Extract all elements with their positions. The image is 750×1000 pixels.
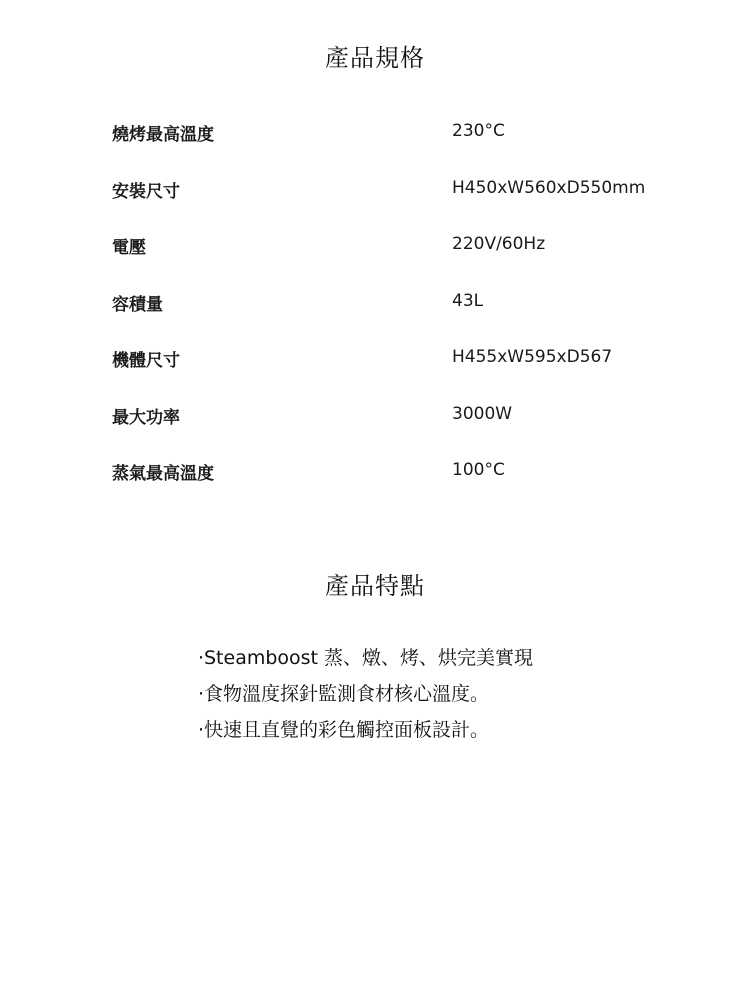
spec-value: 230°C (452, 121, 505, 141)
spec-section-title: 產品規格 (325, 44, 425, 72)
bullet-dot: · (198, 647, 205, 669)
spec-value: 3000W (452, 403, 513, 424)
spec-table (112, 120, 672, 516)
spec-row (112, 233, 672, 290)
spec-row (112, 290, 672, 347)
feature-item (198, 676, 698, 712)
spec-row (112, 346, 672, 403)
spec-value: 100°C (452, 460, 505, 480)
spec-row (112, 120, 672, 177)
feature-list (198, 640, 698, 748)
spec-label: 最大功率 (112, 407, 180, 428)
feature-text: 食物溫度探針監測食材核心溫度。 (204, 683, 490, 705)
spec-label: 安裝尺寸 (112, 181, 180, 202)
spec-row (112, 403, 672, 460)
feature-text: Steamboost 蒸、燉、烤、烘完美實現 (204, 647, 534, 669)
feature-text: 快速且直覺的彩色觸控面板設計。 (204, 719, 490, 741)
spec-label: 容積量 (112, 294, 163, 315)
features-section-title: 產品特點 (325, 572, 425, 600)
spec-value: 220V/60Hz (452, 234, 546, 254)
spec-label: 機體尺寸 (112, 351, 180, 371)
feature-item (198, 712, 698, 748)
spec-label: 電壓 (112, 238, 146, 258)
spec-value: H455xW595xD567 (452, 347, 613, 367)
bullet-dot: · (198, 719, 205, 741)
bullet-dot: · (198, 683, 205, 705)
spec-label: 蒸氣最高溫度 (112, 464, 214, 484)
spec-label: 燒烤最高溫度 (112, 125, 214, 145)
feature-item (198, 640, 698, 676)
spec-row (112, 177, 672, 234)
spec-value: 43L (452, 290, 484, 311)
spec-row (112, 459, 672, 516)
spec-value: H450xW560xD550mm (452, 177, 646, 198)
